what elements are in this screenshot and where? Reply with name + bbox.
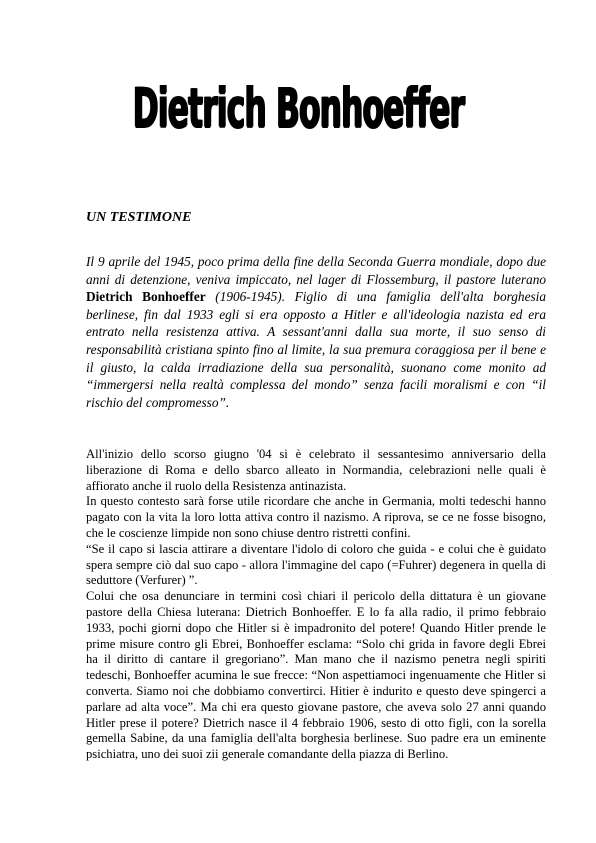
body-paragraph: In questo contesto sarà forse utile ricordare che anche in Germania, molti tedeschi hanno pagato con la vita la loro lotta attiva contro il nazismo. A riprova, se ce ne fosse bisogno, che le coscienze limpide non sono chiuse dentro ristretti confini. (86, 494, 546, 540)
intro-text-part-2: (1906-1945). Figlio di una famiglia dell'alta borghesia berlinese, fin dal 1933 egli si era opposto a Hitler e all'ideologia nazista ed era entrato nella resistenza attiva. A sessant'anni dalla sua morte, il suo senso di responsabilità cristiana spinto fino al limite, la sua premura coraggiosa per il bene e il giusto, la calda irradiazione della sua personalità, suonano come monito ad “immergersi nella realtà complessa del mondo” senza facili moralismi e con “il rischio del compromesso”. (86, 289, 546, 410)
body-paragraph: Colui che osa denunciare in termini così chiari il pericolo della dittatura è un giovane pastore della Chiesa luterana: Dietrich Bonhoeffer. E lo fa alla radio, il primo febbraio 1933, pochi giorni dopo che Hitler si è impadronito del potere! Quando Hitler prende le prime misure contro gli Ebrei, Bonhoeffer esclama: “Solo chi grida in favore degli Ebrei ha il diritto di cantare il gregoriano”. Man mano che il nazismo penetra negli spiriti tedeschi, Bonhoeffer acumina le sue frecce: “Non aspettiamoci ingenuamente che Hitler si converta. Siamo noi che dobbiamo convertirci. Hitier è indurito e questo deve spingerci a parlare ad alta voce”. Ma chi era questo giovane pastore, che aveva solo 27 anni quando Hitler prese il potere? Dietrich nasce il 4 febbraio 1906, sesto di otto figli, con la sorella gemella Sabine, da una famiglia dell'alta borghesia berlinese. Suo padre era un eminente psichiatra, uno dei suoi zii generale comandante della piazza di Berlino. (86, 589, 546, 762)
body-text (86, 447, 546, 763)
body-paragraph: All'inizio dello scorso giugno '04 si è celebrato il sessantesimo anniversario della liberazione di Roma e dello sbarco alleato in Normandia, celebrazioni nelle quali è affiorato anche il ruolo della Resistenza antinazista. (86, 447, 546, 493)
title-block (0, 77, 596, 141)
intro-text-part-1: Il 9 aprile del 1945, poco prima della fine della Seconda Guerra mondiale, dopo due anni di detenzione, veniva impiccato, nel lager di Flossemburg, il pastore luterano (86, 254, 546, 287)
intro-name: Dietrich Bonhoeffer (86, 289, 206, 305)
document-title: Dietrich Bonhoeffer (132, 77, 464, 141)
intro-paragraph (86, 253, 546, 411)
body-paragraph: “Se il capo si lascia attirare a diventare l'idolo di coloro che guida - e colui che è guidato spera sempre ciò dal suo capo - allora l'immagine del capo (=Fuhrer) degenera in quella di seduttore (Verfurer) ”. (86, 541, 546, 588)
section-heading: UN TESTIMONE (86, 210, 192, 225)
